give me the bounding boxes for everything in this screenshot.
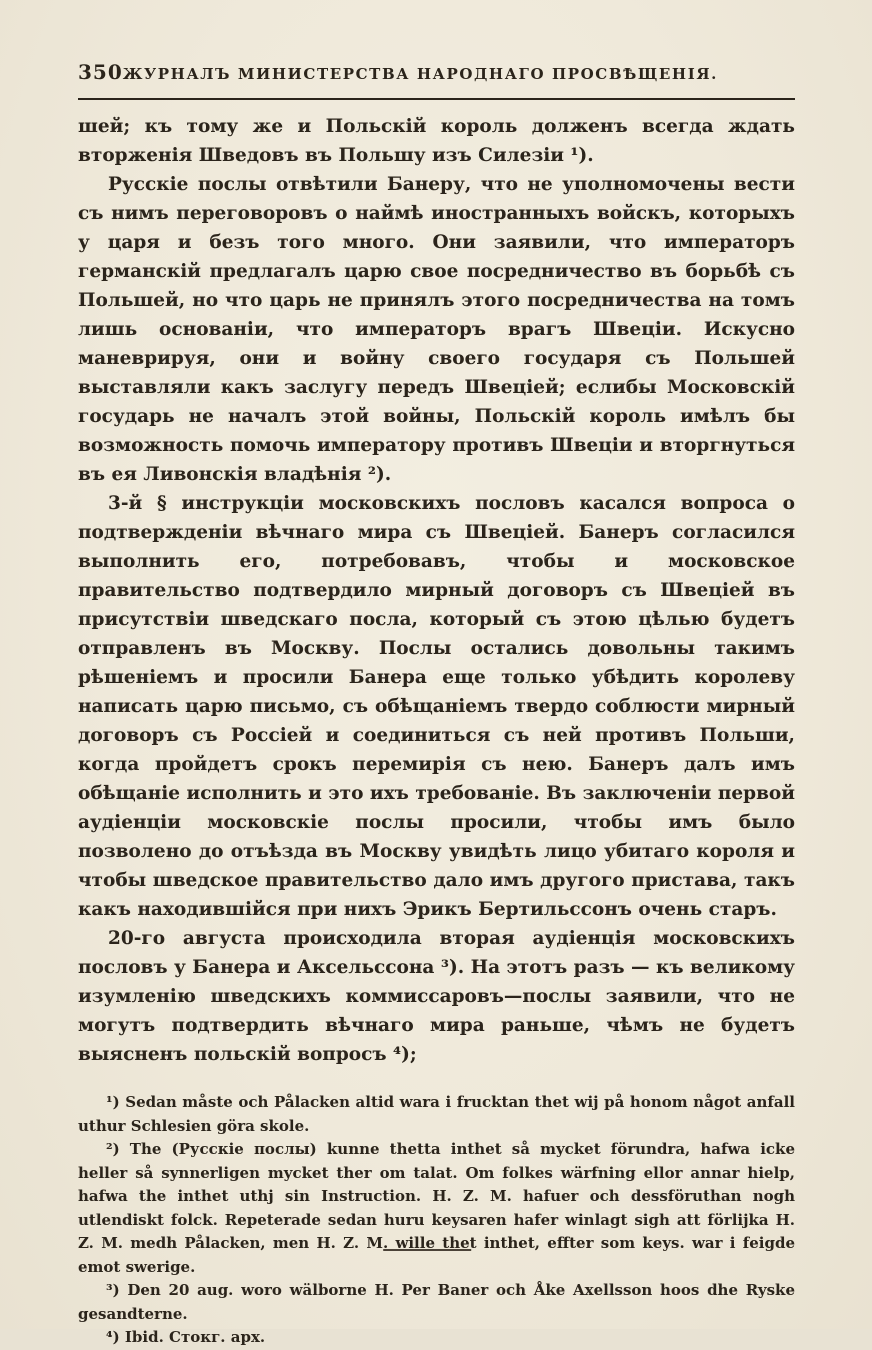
footnote-2: ²) The (Русскіе послы) kunne thetta inthet så mycket förundra, hafwa icke heller så synnerligen mycket ther om talat. Om folkes wärfning ellor annar hielp, hafwa the inthet uthj sin Instruction. H. Z. M. hafuer och dessföruthan nogh utlendiskt folck. Repeterade sedan huru keysaren hafer winlagt sigh att förlijka H. Z. M. medh Pålacken, men H. Z. M. wille thet inthet, effter som keys. war i feigde emot swerige. [78, 1140, 795, 1276]
footnote-1: ¹) Sedan måste och Pålacken altid wara i frucktan thet wij på honom något anfall uthur Schlesien göra skole. [78, 1093, 795, 1135]
body-paragraph: 3-й § инструкціи московскихъ пословъ касался вопроса о подтвержденіи вѣчнаго мира съ Швеціей. Банеръ согласился выполнить его, потребовавъ, чтобы и московское правительство подтвердило мирный договоръ съ Швеціей въ присутствіи шведскаго посла, который съ этою цѣлью будетъ отправленъ въ Москву. Послы остались довольны такимъ рѣшеніемъ и просили Банера еще только убѣдить королеву написать царю письмо, съ обѣщаніемъ твердо соблюсти мирный договоръ съ Россіей и соединиться съ ней противъ Польши, когда пройдетъ срокъ перемирія съ нею. Банеръ далъ имъ обѣщаніе исполнить и это ихъ требованіе. Въ заключеніи первой аудіенціи московскіе послы просили, чтобы имъ было позволено до отъѣзда въ Москву увидѣть лицо убитаго короля и чтобы шведское правительство дало имъ другого пристава, такъ какъ находившійся при нихъ Эрикъ Бертильссонъ очень старъ. [78, 493, 795, 920]
page-header [78, 60, 795, 90]
body-paragraph: 20-го августа происходила вторая аудіенція московскихъ пословъ у Банера и Аксельссона ³). На этотъ разъ — къ великому изумленію шведскихъ коммиссаровъ—послы заявили, что не могутъ подтвердить вѣчнаго мира раньше, чѣмъ не будетъ выясненъ польскій вопросъ ⁴); [78, 928, 795, 1065]
footnote-4: ⁴) Ibid. Стокг. арх. [106, 1328, 266, 1346]
bottom-rule [383, 1249, 471, 1251]
body-paragraph: Русскіе послы отвѣтили Банеру, что не уполномочены вести съ нимъ переговоровъ о наймѣ иностранныхъ войскъ, которыхъ у царя и безъ того много. Они заявили, что императоръ германскій предлагалъ царю свое посредничество въ борьбѣ съ Польшей, но что царь не принялъ этого посредничества на томъ лишь основаніи, что императоръ врагъ Швеціи. Искусно маневрируя, они и войну своего государя съ Польшей выставляли какъ заслугу передъ Швеціей; еслибы Московскій государь не началъ этой войны, Польскій король имѣлъ бы возможность помочь императору противъ Швеціи и вторгнуться въ ея Ливонскія владѣнія ²). [78, 174, 795, 485]
body-paragraph-continuation: шей; къ тому же и Польскій король долженъ всегда ждать вторженія Шведовъ въ Польшу изъ Силезіи ¹). [78, 116, 795, 166]
journal-title: ЖУРНАЛЪ МИНИСТЕРСТВА НАРОДНАГО ПРОСВѢЩЕНІЯ. [122, 65, 718, 83]
page-number: 350 [78, 60, 123, 84]
body-text [78, 112, 795, 1069]
header-rule [78, 98, 795, 100]
footnote-3: ³) Den 20 aug. woro wälborne H. Per Baner och Åke Axellsson hoos dhe Ryske gesandterne. [78, 1281, 795, 1323]
footnotes-section [78, 1091, 795, 1350]
